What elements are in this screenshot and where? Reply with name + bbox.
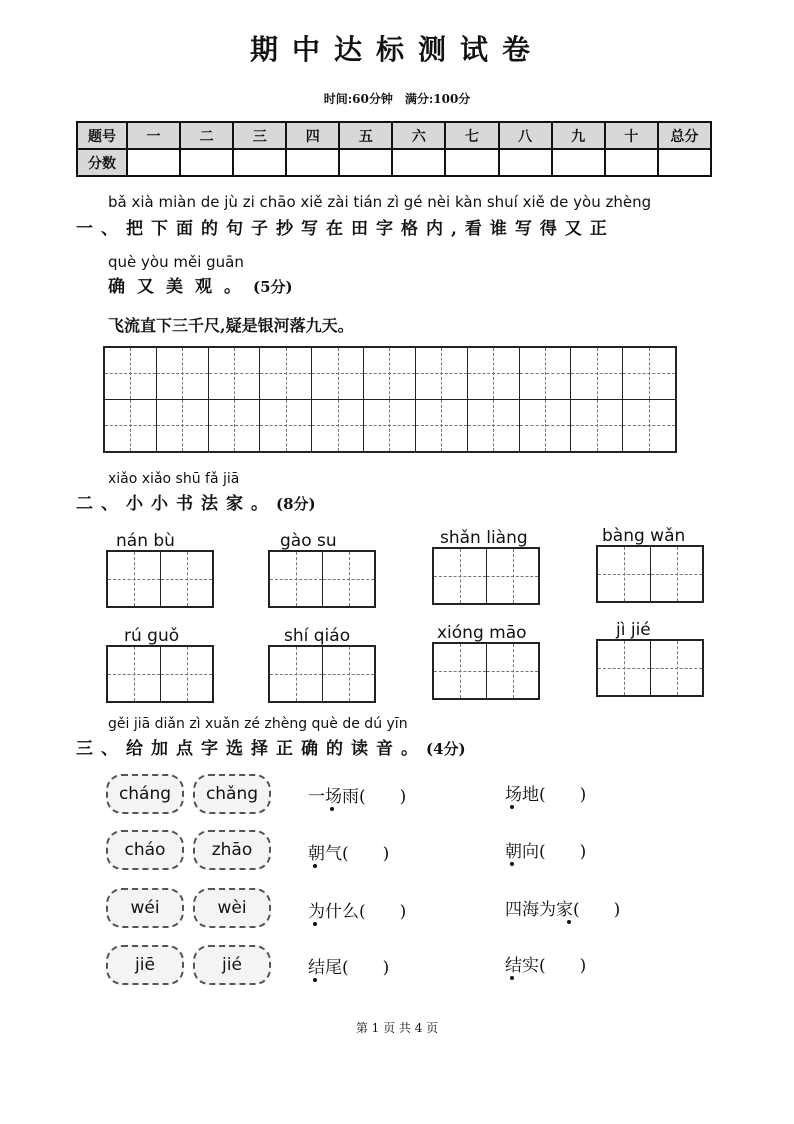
tianzige-box[interactable] — [268, 550, 376, 608]
pinyin-option[interactable]: jié — [193, 945, 271, 985]
grid-cell[interactable] — [105, 400, 157, 452]
page-footer: 第 1 页 共 4 页 — [355, 1021, 439, 1035]
score-header-label: 题号 — [77, 122, 127, 149]
emphasis-dot — [510, 805, 514, 809]
exam-info: 时间:60分钟 满分:100分 — [323, 92, 471, 106]
score-col-7: 七 — [445, 122, 498, 149]
grid-cell[interactable] — [312, 348, 364, 400]
score-cell[interactable] — [127, 149, 180, 176]
score-cell[interactable] — [658, 149, 711, 176]
emphasis-dot — [510, 976, 514, 980]
section2-points: (8分) — [276, 495, 316, 513]
emphasis-dot — [330, 807, 334, 811]
score-col-2: 二 — [180, 122, 233, 149]
pinyin-option[interactable]: wèi — [193, 888, 271, 928]
tianzige-box[interactable] — [268, 645, 376, 703]
tianzige-box[interactable] — [596, 639, 704, 697]
grid-cell[interactable] — [260, 400, 312, 452]
grid-cell[interactable] — [416, 400, 468, 452]
answer-word[interactable]: 结尾( ) — [308, 958, 390, 978]
section2-heading: 二、小小书法家。 — [76, 494, 276, 514]
word-pinyin: rú guǒ — [124, 626, 180, 646]
section1-pinyin-line2: què yòu měi guān — [108, 253, 244, 271]
section1-pinyin-line1: bǎ xià miàn de jù zi chāo xiě zài tián zì gé nèi kàn shuí xiě de yòu zhèng — [108, 193, 652, 211]
page-title: 期中达标测试卷 — [249, 33, 544, 66]
answer-word[interactable]: 朝向( ) — [505, 842, 587, 862]
tianzige-box[interactable] — [106, 550, 214, 608]
answer-word[interactable]: 结实( ) — [505, 956, 587, 976]
answer-word[interactable]: 场地( ) — [505, 785, 587, 805]
score-cell[interactable] — [233, 149, 286, 176]
score-cell[interactable] — [552, 149, 605, 176]
score-cell[interactable] — [605, 149, 658, 176]
section2-heading-line — [76, 489, 316, 514]
grid-cell[interactable] — [209, 400, 261, 452]
score-col-1: 一 — [127, 122, 180, 149]
tianzige-box[interactable] — [432, 547, 540, 605]
answer-word[interactable]: 为什么( ) — [308, 902, 407, 922]
score-cell[interactable] — [445, 149, 498, 176]
grid-cell[interactable] — [520, 400, 572, 452]
grid-cell[interactable] — [364, 348, 416, 400]
grid-cell[interactable] — [260, 348, 312, 400]
section1-points: (5分) — [253, 278, 293, 296]
grid-cell[interactable] — [520, 348, 572, 400]
grid-cell[interactable] — [416, 348, 468, 400]
score-cell[interactable] — [180, 149, 233, 176]
section1-heading: 一、把下面的句子抄写在田字格内,看谁写得又正 — [76, 219, 615, 239]
score-cell[interactable] — [339, 149, 392, 176]
grid-cell[interactable] — [571, 348, 623, 400]
word-pinyin: shǎn liàng — [440, 528, 528, 548]
grid-cell[interactable] — [571, 400, 623, 452]
grid-cell[interactable] — [364, 400, 416, 452]
writing-grid[interactable] — [103, 346, 677, 453]
word-pinyin: xióng māo — [437, 623, 527, 643]
score-table-header-row — [77, 122, 711, 149]
score-cell[interactable] — [392, 149, 445, 176]
score-table — [76, 121, 712, 177]
emphasis-dot — [313, 978, 317, 982]
grid-cell[interactable] — [623, 348, 675, 400]
section3-heading: 三、给加点字选择正确的读音。 — [76, 739, 426, 759]
word-pinyin: shí qiáo — [284, 626, 351, 646]
score-row-label: 分数 — [77, 149, 127, 176]
score-col-9: 九 — [552, 122, 605, 149]
grid-cell[interactable] — [312, 400, 364, 452]
emphasis-dot — [510, 862, 514, 866]
pinyin-option[interactable]: jiē — [106, 945, 184, 985]
score-cell[interactable] — [286, 149, 339, 176]
grid-cell[interactable] — [468, 400, 520, 452]
answer-word[interactable]: 朝气( ) — [308, 844, 390, 864]
word-pinyin: bàng wǎn — [602, 526, 686, 546]
tianzige-box[interactable] — [106, 645, 214, 703]
section2-pinyin: xiǎo xiǎo shū fǎ jiā — [108, 471, 240, 487]
pinyin-option[interactable]: cháo — [106, 830, 184, 870]
emphasis-dot — [567, 920, 571, 924]
score-col-5: 五 — [339, 122, 392, 149]
answer-word[interactable]: 四海为家( ) — [505, 900, 621, 920]
score-table-score-row — [77, 149, 711, 176]
score-col-3: 三 — [233, 122, 286, 149]
emphasis-dot — [313, 864, 317, 868]
tianzige-box[interactable] — [432, 642, 540, 700]
word-pinyin: nán bù — [116, 531, 175, 551]
score-col-8: 八 — [499, 122, 552, 149]
grid-cell[interactable] — [623, 400, 675, 452]
section1-heading-cont-text: 确又美观。 — [108, 277, 253, 297]
section3-heading-line — [76, 734, 466, 759]
word-pinyin: gào su — [280, 531, 337, 551]
score-col-10: 十 — [605, 122, 658, 149]
pinyin-option[interactable]: wéi — [106, 888, 184, 928]
pinyin-option[interactable]: cháng — [106, 774, 184, 814]
score-col-6: 六 — [392, 122, 445, 149]
section1-heading-continued — [108, 272, 293, 297]
answer-word[interactable]: 一场雨( ) — [308, 787, 407, 807]
section1-sentence: 飞流直下三千尺,疑是银河落九天。 — [108, 316, 354, 335]
pinyin-option[interactable]: zhāo — [193, 830, 271, 870]
tianzige-box[interactable] — [596, 545, 704, 603]
section3-pinyin: gěi jiā diǎn zì xuǎn zé zhèng què de dú yīn — [108, 716, 408, 732]
grid-cell[interactable] — [209, 348, 261, 400]
pinyin-option[interactable]: chǎng — [193, 774, 271, 814]
grid-cell[interactable] — [468, 348, 520, 400]
grid-cell[interactable] — [157, 348, 209, 400]
grid-cell[interactable] — [105, 348, 157, 400]
score-col-total: 总分 — [658, 122, 711, 149]
emphasis-dot — [313, 922, 317, 926]
grid-cell[interactable] — [157, 400, 209, 452]
section3-points: (4分) — [426, 740, 466, 758]
score-cell[interactable] — [499, 149, 552, 176]
word-pinyin: jì jié — [616, 620, 651, 640]
score-col-4: 四 — [286, 122, 339, 149]
